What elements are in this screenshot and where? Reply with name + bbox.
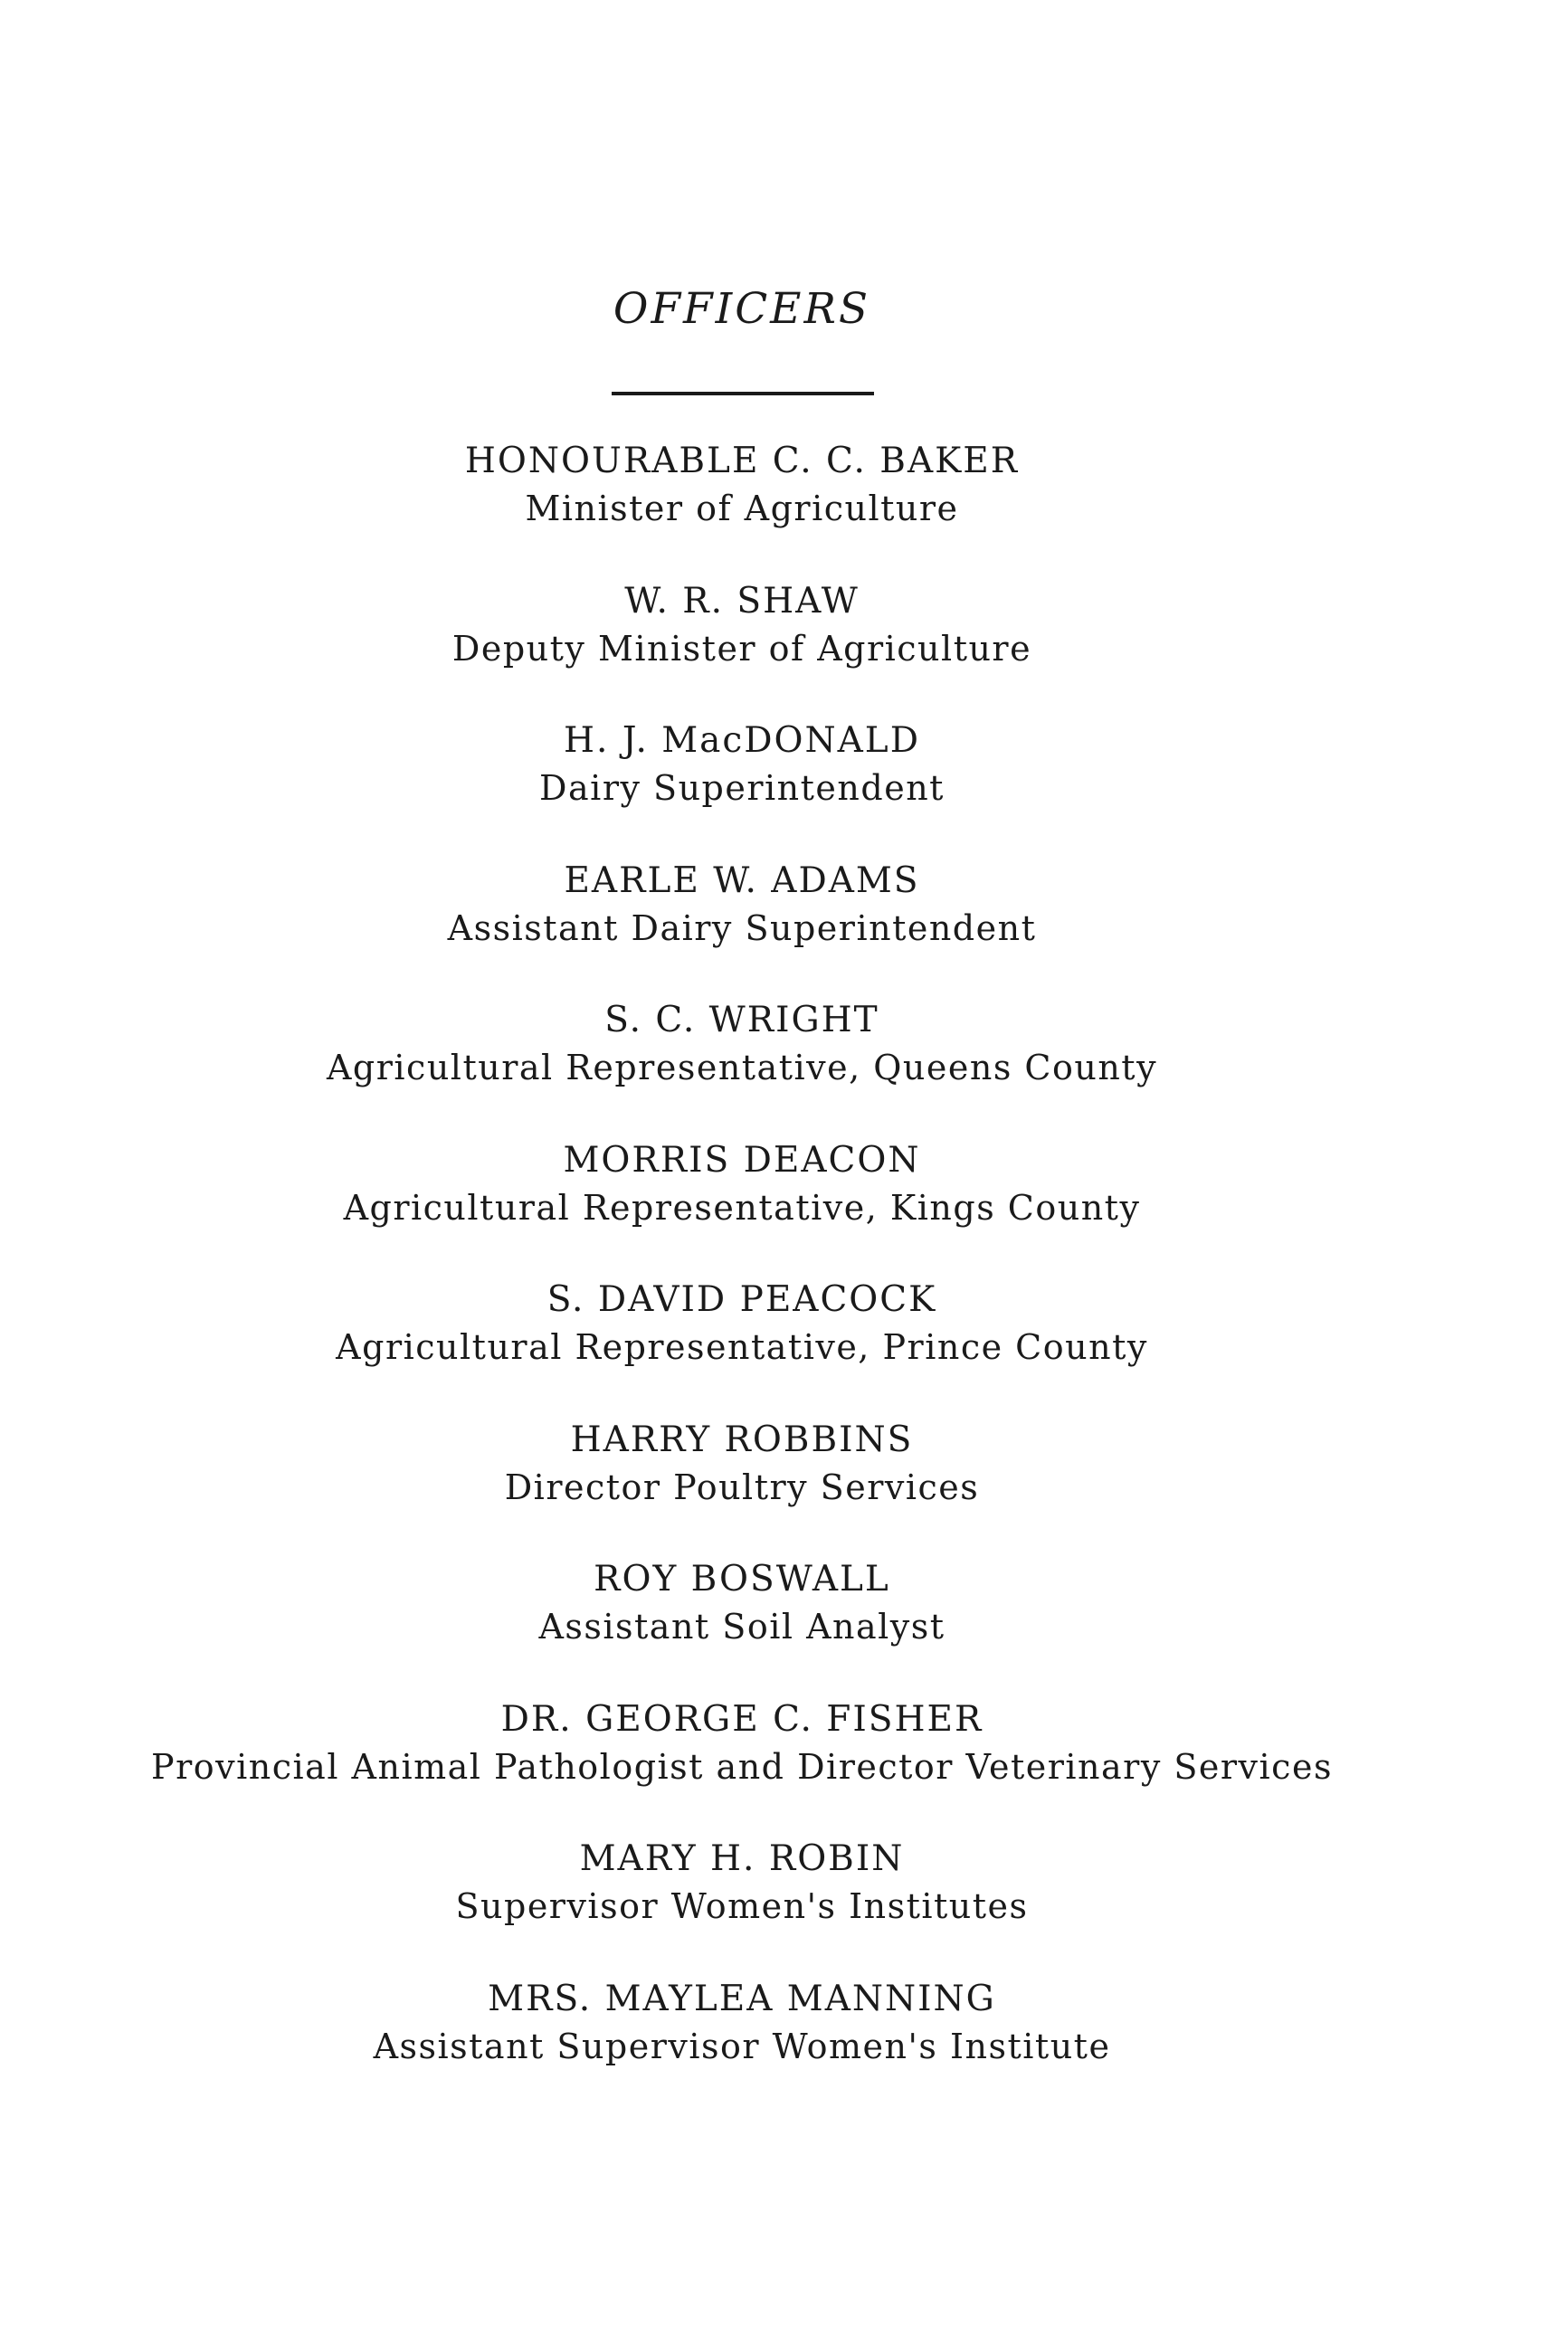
heading-divider	[612, 392, 874, 395]
officer-title: Agricultural Representative, Prince County	[336, 1327, 1148, 1367]
officer-name: EARLE W. ADAMS	[564, 859, 920, 901]
officer-title: Dairy Superintendent	[539, 768, 945, 808]
officer-name: MARY H. ROBIN	[579, 1838, 905, 1879]
officer-entry	[0, 1976, 1484, 2116]
officer-title: Supervisor Women's Institutes	[455, 1886, 1029, 1926]
officer-entry	[0, 578, 1484, 718]
officer-entry	[0, 1836, 1484, 1976]
officer-name: MRS. MAYLEA MANNING	[488, 1978, 996, 2019]
officer-name: ROY BOSWALL	[594, 1559, 890, 1600]
officer-name: DR. GEORGE C. FISHER	[500, 1698, 984, 1740]
officer-name: MORRIS DEACON	[563, 1139, 921, 1181]
officer-title: Assistant Soil Analyst	[538, 1607, 946, 1647]
officer-name: S. C. WRIGHT	[604, 1000, 879, 1040]
officer-title: Provincial Animal Pathologist and Director Veterinary Services	[151, 1746, 1333, 1787]
officer-entry	[0, 1137, 1484, 1277]
officer-entry	[0, 438, 1484, 578]
officer-name: HONOURABLE C. C. BAKER	[464, 441, 1020, 481]
officer-entry	[0, 1417, 1484, 1557]
officer-entry	[0, 717, 1484, 858]
officer-title: Agricultural Representative, Queens County	[326, 1048, 1158, 1087]
officer-title: Minister of Agriculture	[525, 489, 959, 528]
officer-title: Agricultural Representative, Kings County	[343, 1187, 1141, 1228]
officer-entry	[0, 1277, 1484, 1417]
officer-name: HARRY ROBBINS	[570, 1419, 914, 1460]
officer-entry	[0, 1696, 1484, 1837]
page-heading: OFFICERS	[613, 284, 871, 334]
officer-list	[0, 438, 1484, 2115]
officer-entry	[0, 858, 1484, 998]
officer-title: Assistant Dairy Superintendent	[447, 907, 1037, 948]
officer-title: Deputy Minister of Agriculture	[451, 628, 1032, 669]
officer-name: W. R. SHAW	[624, 580, 860, 622]
officer-entry	[0, 1556, 1484, 1696]
officer-name: S. DAVID PEACOCK	[546, 1279, 937, 1320]
officer-name: H. J. MacDONALD	[564, 720, 920, 761]
officer-entry	[0, 997, 1484, 1137]
officer-title: Director Poultry Services	[504, 1467, 980, 1507]
officer-title: Assistant Supervisor Women's Institute	[373, 2026, 1111, 2066]
